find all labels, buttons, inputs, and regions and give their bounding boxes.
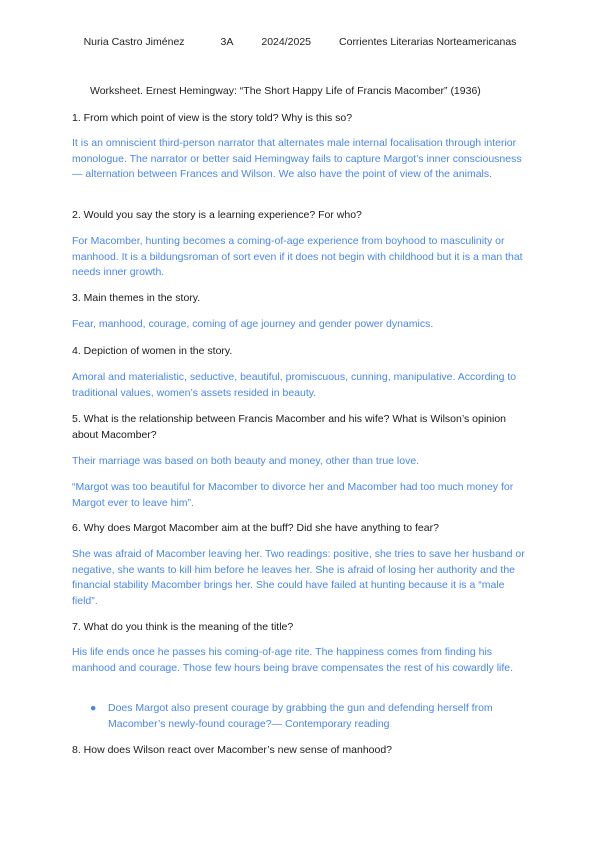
answer-5: Their marriage was based on both beauty and money, other than true love.: [72, 455, 420, 467]
answer-2: For Macomber, hunting becomes a coming-of-age experience from boyhood to masculinity or manhood. It is a bildungsroman of sort even if it does not begin with childhood but it is a man that needs inner growth.: [72, 235, 523, 278]
answer-3: Fear, manhood, courage, coming of age journey and gender power dynamics.: [72, 318, 434, 330]
bullet-text: Does Margot also present courage by grabbing the gun and defending herself from Macomber’s newly-found courage?— Contemporary reading: [108, 702, 493, 730]
answer-6: She was afraid of Macomber leaving her. Two readings: positive, she tries to save her husband or negative, she wants to kill him before he leaves her. She is afraid of losing her authority and the financial stability Macomber brings her. She could have failed at hunting because it is a “male field”.: [72, 548, 525, 607]
bullet-dot-icon: ●: [90, 702, 97, 714]
academic-year: 2024/2025: [261, 36, 312, 48]
worksheet-title: Worksheet. Ernest Hemingway: “The Short Happy Life of Francis Macomber” (1936): [90, 85, 481, 97]
answer-7: His life ends once he passes his coming-of-age rite. The happiness comes from finding his manhood and courage. Those few hours being brave compensates the rest of his cowardly life.: [72, 646, 514, 674]
question-4: 4. Depiction of women in the story.: [72, 345, 233, 357]
question-8: 8. How does Wilson react over Macomber’s new sense of manhood?: [72, 744, 393, 756]
question-5: 5. What is the relationship between Francis Macomber and his wife? What is Wilson’s opinion about Macomber?: [72, 413, 507, 441]
course-name: Corrientes Literarias Norteamericanas: [339, 36, 517, 48]
answer-5-quote: “Margot was too beautiful for Macomber to divorce her and Macomber had too much money for Margot ever to leave him”.: [72, 481, 514, 509]
answer-1: It is an omniscient third-person narrator that alternates male internal focalisation through interior monologue. The narrator or better said Hemingway fails to capture Margot’s inner consciousness— alternation between Frances and Wilson. We also have the point of view of the animals.: [72, 137, 522, 180]
student-name: Nuria Castro Jiménez: [83, 36, 185, 48]
question-2: 2. Would you say the story is a learning experience? For who?: [72, 209, 362, 221]
answer-4: Amoral and materialistic, seductive, beautiful, promiscuous, cunning, manipulative. According to traditional values, women’s assets resided in beauty.: [72, 371, 517, 399]
answer-7-bullet: [90, 701, 530, 732]
question-6: 6. Why does Margot Macomber aim at the buff? Did she have anything to fear?: [72, 522, 439, 534]
question-7: 7. What do you think is the meaning of the title?: [72, 621, 294, 633]
question-1: 1. From which point of view is the story told? Why is this so?: [72, 112, 353, 124]
group: 3A: [220, 36, 234, 48]
header: [0, 36, 600, 48]
question-3: 3. Main themes in the story.: [72, 292, 201, 304]
